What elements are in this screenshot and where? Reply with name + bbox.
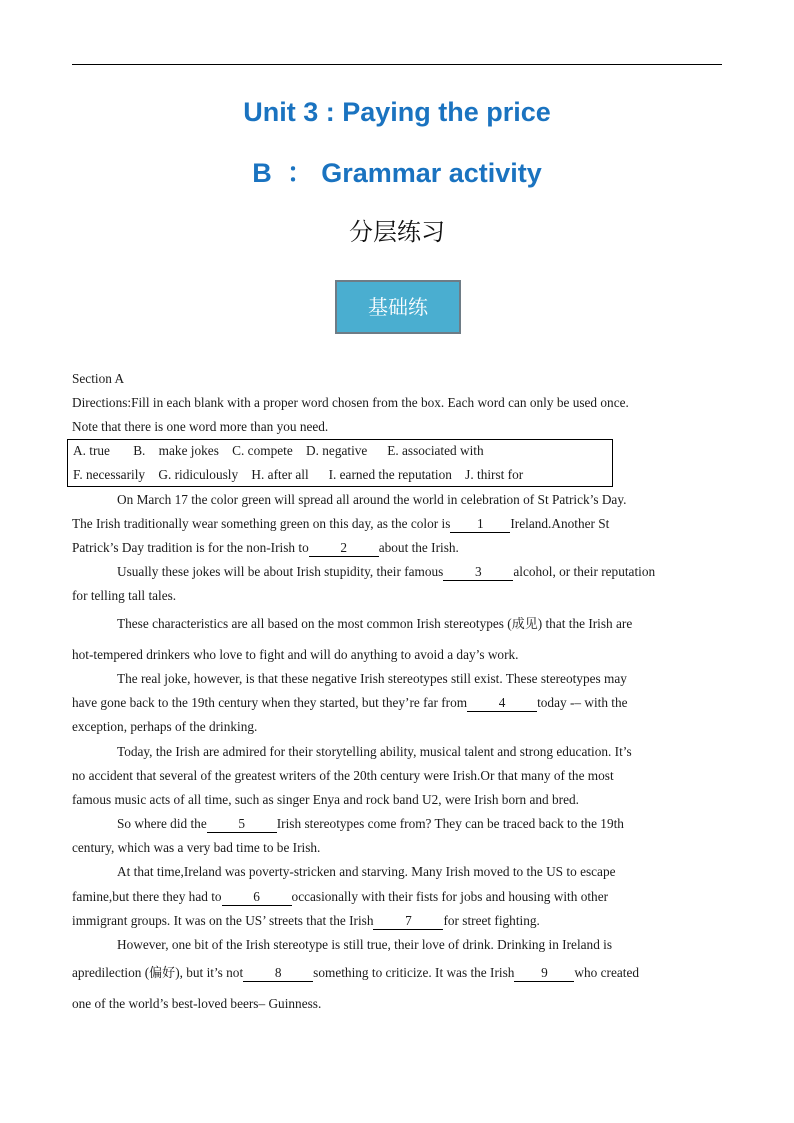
passage-line: immigrant groups. It was on the US’ streets that the Irish 7 for street fighting. — [72, 913, 540, 928]
passage-line: have gone back to the 19th century when they started, but they’re far from 4 today -– with the — [72, 695, 628, 710]
blank-7[interactable]: 7 — [373, 913, 443, 930]
passage-line: Usually these jokes will be about Irish stupidity, their famous 3 alcohol, or their reputation — [117, 564, 656, 579]
passage-line: famous music acts of all time, such as singer Enya and rock band U2, were Irish born and bred. — [72, 792, 579, 807]
directions-line-1: Directions:Fill in each blank with a proper word chosen from the box. Each word can only be used once. — [72, 395, 629, 410]
level-badge: 基础练 — [335, 280, 461, 334]
passage-line: These characteristics are all based on the most common Irish stereotypes (成见) that the Irish are — [117, 616, 633, 632]
word-bank-row-2: F. necessarily G. ridiculously H. after all I. earned the reputation J. thirst for — [73, 467, 524, 482]
word-bank-row-1: A. true B. make jokes C. compete D. negative E. associated with — [73, 443, 484, 458]
passage-line: However, one bit of the Irish stereotype is still true, their love of drink. Drinking in Ireland is — [117, 937, 613, 952]
word-bank-box — [67, 439, 613, 487]
passage-line: century, which was a very bad time to be Irish. — [72, 840, 321, 855]
passage-line: The real joke, however, is that these negative Irish stereotypes still exist. These stereotypes may — [117, 671, 627, 686]
passage-line: apredilection (偏好), but it’s not 8 something to criticize. It was the Irish 9 who created — [72, 965, 640, 981]
passage-line: Patrick’s Day tradition is for the non-Irish to 2 about the Irish. — [72, 540, 459, 555]
blank-1[interactable]: 1 — [450, 516, 510, 533]
passage-line: Today, the Irish are admired for their storytelling ability, musical talent and strong education. It’s — [117, 744, 632, 759]
passage-line: famine,but there they had to 6 occasionally with their fists for jobs and housing with other — [72, 889, 609, 904]
blank-9[interactable]: 9 — [514, 965, 574, 982]
passage-line: The Irish traditionally wear something green on this day, as the color is 1 Ireland.Another St — [72, 516, 610, 531]
directions-line-2: Note that there is one word more than you need. — [72, 419, 329, 434]
blank-5[interactable]: 5 — [207, 816, 277, 833]
practice-title: 分层练习 — [349, 218, 445, 246]
passage-line: hot-tempered drinkers who love to fight and will do anything to avoid a day’s work. — [72, 647, 519, 662]
passage-line: no accident that several of the greatest writers of the 20th century were Irish.Or that many of the most — [72, 768, 614, 783]
passage-line: one of the world’s best-loved beers– Guinness. — [72, 996, 322, 1011]
unit-title: Unit 3 : Paying the price — [243, 97, 551, 127]
passage-line: At that time,Ireland was poverty-stricken and starving. Many Irish moved to the US to escape — [117, 864, 616, 879]
passage-line: exception, perhaps of the drinking. — [72, 719, 258, 734]
blank-4[interactable]: 4 — [467, 695, 537, 712]
lesson-title: B ： Grammar activity — [252, 158, 542, 188]
blank-8[interactable]: 8 — [243, 965, 313, 982]
section-label: Section A — [72, 371, 125, 386]
blank-2[interactable]: 2 — [309, 540, 379, 557]
blank-6[interactable]: 6 — [222, 889, 292, 906]
header-rule — [72, 64, 722, 65]
blank-3[interactable]: 3 — [443, 564, 513, 581]
passage-line: So where did the 5 Irish stereotypes come from? They can be traced back to the 19th — [117, 816, 624, 831]
passage-line: for telling tall tales. — [72, 588, 177, 603]
passage-line: On March 17 the color green will spread all around the world in celebration of St Patrick’s Day. — [117, 492, 627, 507]
